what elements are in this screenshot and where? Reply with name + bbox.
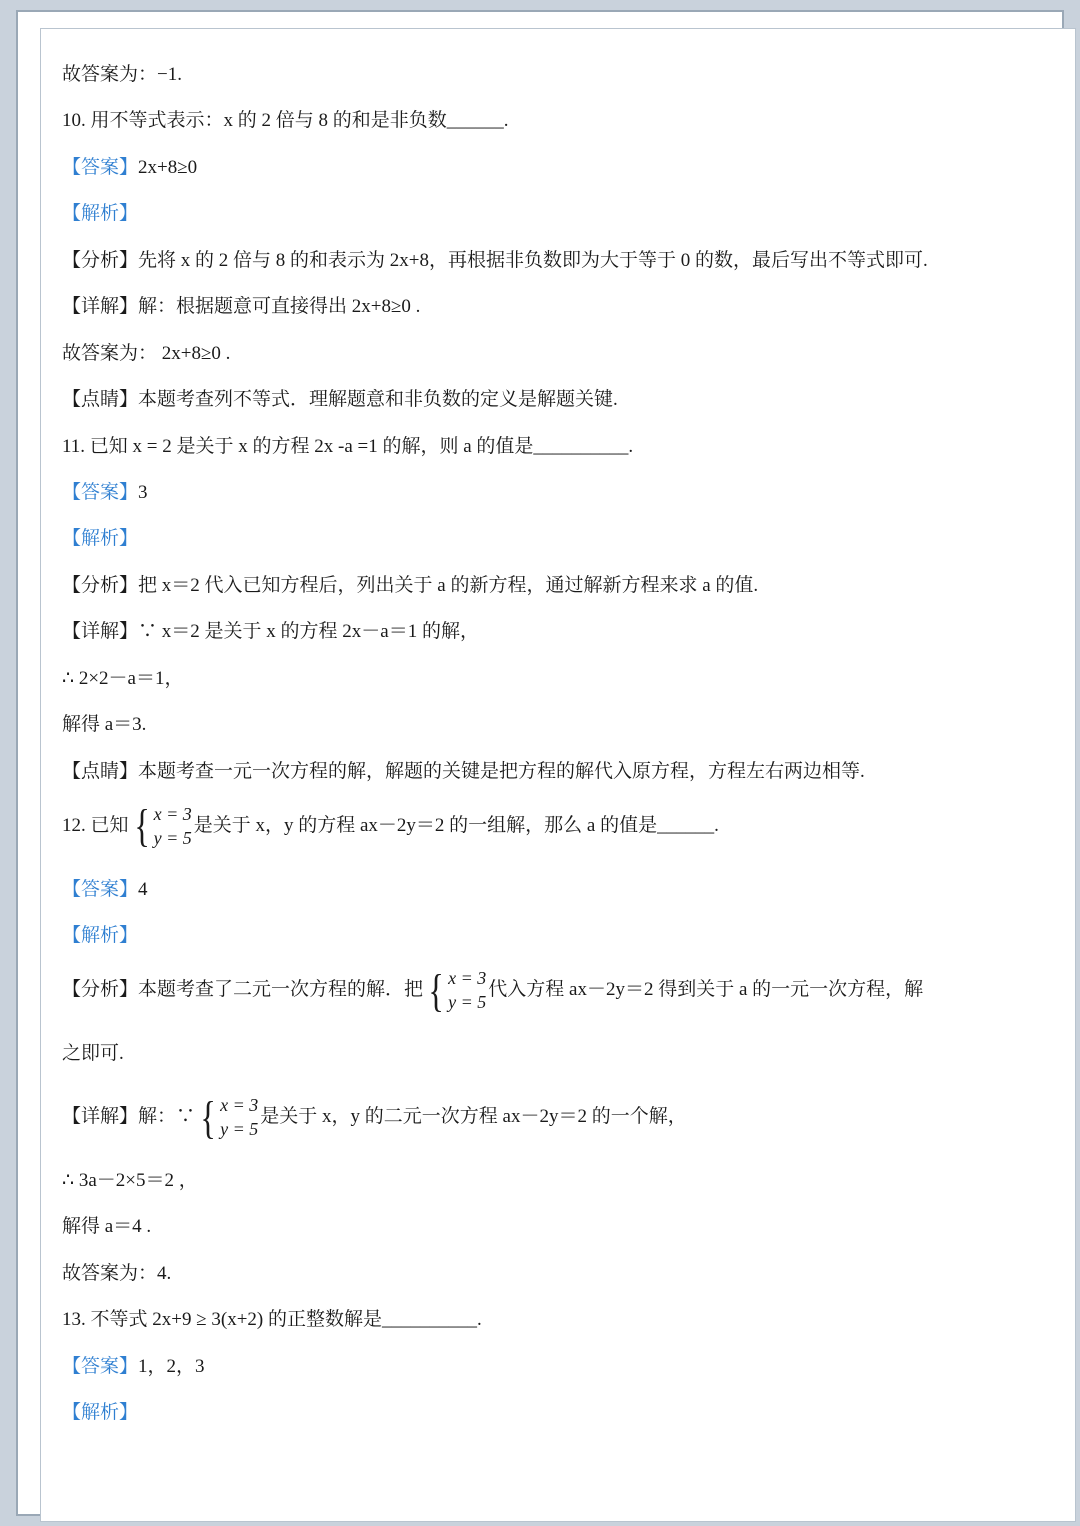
detail-label: 【详解】 <box>62 621 139 643</box>
question-number: 13. <box>62 1309 86 1331</box>
equation-2: y = 5 <box>220 1119 259 1140</box>
equation-line <box>62 664 1022 693</box>
answer-block <box>62 875 1022 904</box>
answer-block <box>62 153 1022 182</box>
analysis-header <box>62 199 1022 228</box>
detail-block <box>62 292 1022 321</box>
detail-label: 【详解】 <box>62 1106 139 1128</box>
equation-line <box>62 1212 1022 1241</box>
equation-text: ∴ 3a－2×5＝2 ， <box>62 1169 198 1191</box>
summary-text: 本题考查一元一次方程的解，解题的关键是把方程的解代入原方程，方程左右两边相等. <box>138 760 865 782</box>
question-suffix: 是关于 x，y 的方程 ax－2y＝2 的一组解，那么 a 的值是______. <box>193 815 719 837</box>
analysis-tag: 【解析】 <box>62 528 139 550</box>
question-number: 12. <box>62 815 86 837</box>
answer-text: 故答案为：4. <box>62 1262 172 1284</box>
answer-text: 故答案为：−1. <box>62 64 182 85</box>
summary-block <box>62 757 1022 786</box>
analysis-text: 之即可. <box>62 1042 124 1064</box>
equation-line <box>62 1166 1022 1195</box>
question-text: 不等式 2x+9 ≥ 3(x+2) 的正整数解是__________. <box>90 1309 482 1331</box>
equation-line <box>62 710 1022 739</box>
answer-line <box>62 60 1022 89</box>
brace-icon: { <box>200 1091 216 1143</box>
question-10 <box>62 106 1022 135</box>
answer-line <box>62 1259 1022 1288</box>
equation-text: 解得 a＝3. <box>62 714 147 736</box>
analysis-prefix: 本题考查了二元一次方程的解．把 <box>138 979 424 1001</box>
analysis-header <box>62 524 1022 553</box>
analysis-label: 【分析】 <box>62 249 139 271</box>
summary-label: 【点睛】 <box>62 760 139 782</box>
equation-2: y = 5 <box>153 827 192 848</box>
question-text: 已知 x = 2 是关于 x 的方程 2x -a =1 的解，则 a 的值是__________. <box>89 435 634 457</box>
system-of-equations <box>197 1091 259 1143</box>
equation-text: ∴ 2×2－a＝1， <box>62 667 184 689</box>
answer-tag: 【答案】 <box>62 481 139 503</box>
brace-icon: { <box>428 964 444 1016</box>
answer-block <box>62 478 1022 507</box>
detail-block <box>62 1091 1022 1143</box>
answer-value: 2x+8≥0 <box>138 156 198 178</box>
summary-block <box>62 385 1022 414</box>
equation-text: 解得 a＝4 . <box>62 1216 152 1238</box>
question-13 <box>62 1305 1022 1334</box>
summary-text: 本题考查列不等式．理解题意和非负数的定义是解题关键. <box>138 389 618 411</box>
analysis-block <box>62 246 1022 275</box>
equation-1: x = 3 <box>448 968 487 989</box>
analysis-label: 【分析】 <box>62 979 139 1001</box>
question-number: 10. <box>62 110 86 132</box>
detail-label: 【详解】 <box>62 296 139 318</box>
answer-block <box>62 1352 1022 1381</box>
question-prefix: 已知 <box>90 815 129 837</box>
answer-line <box>62 339 1022 368</box>
summary-label: 【点睛】 <box>62 389 139 411</box>
analysis-block <box>62 964 1022 1016</box>
analysis-suffix: 代入方程 ax－2y＝2 得到关于 a 的一元一次方程，解 <box>488 979 924 1001</box>
analysis-block <box>62 571 1022 600</box>
question-11 <box>62 432 1022 461</box>
equation-1: x = 3 <box>220 1095 259 1116</box>
document-content <box>62 60 1022 1444</box>
equation-1: x = 3 <box>153 804 192 824</box>
analysis-tag: 【解析】 <box>62 203 139 225</box>
analysis-tag: 【解析】 <box>62 924 139 946</box>
analysis-continuation <box>62 1039 1022 1068</box>
analysis-tag: 【解析】 <box>62 1402 139 1423</box>
question-text: 用不等式表示：x 的 2 倍与 8 的和是非负数______. <box>90 110 509 132</box>
system-of-equations <box>131 800 192 852</box>
equation-2: y = 5 <box>448 992 487 1013</box>
analysis-header <box>62 1398 1022 1427</box>
detail-text: ∵ x＝2 是关于 x 的方程 2x－a＝1 的解， <box>138 621 479 643</box>
answer-tag: 【答案】 <box>62 156 139 178</box>
answer-tag: 【答案】 <box>62 878 139 900</box>
analysis-header <box>62 921 1022 950</box>
brace-icon: { <box>133 800 150 852</box>
analysis-label: 【分析】 <box>62 574 139 596</box>
question-12 <box>62 800 1022 852</box>
detail-prefix: 解：∵ <box>138 1106 196 1128</box>
system-of-equations <box>425 964 487 1016</box>
answer-value: 3 <box>138 481 148 503</box>
detail-suffix: 是关于 x，y 的二元一次方程 ax－2y＝2 的一个解， <box>260 1106 687 1128</box>
question-number: 11. <box>62 435 86 457</box>
answer-value: 1，2，3 <box>138 1355 205 1377</box>
detail-block <box>62 617 1022 646</box>
answer-tag: 【答案】 <box>62 1355 139 1377</box>
detail-text: 解：根据题意可直接得出 2x+8≥0 . <box>138 296 421 318</box>
analysis-text: 先将 x 的 2 倍与 8 的和表示为 2x+8，再根据非负数即为大于等于 0 的数，最后写出不等式即可. <box>138 249 928 271</box>
answer-value: 4 <box>138 878 148 900</box>
answer-text: 故答案为： 2x+8≥0 . <box>62 342 231 364</box>
analysis-text: 把 x＝2 代入已知方程后，列出关于 a 的新方程，通过解新方程来求 a 的值. <box>138 574 759 596</box>
